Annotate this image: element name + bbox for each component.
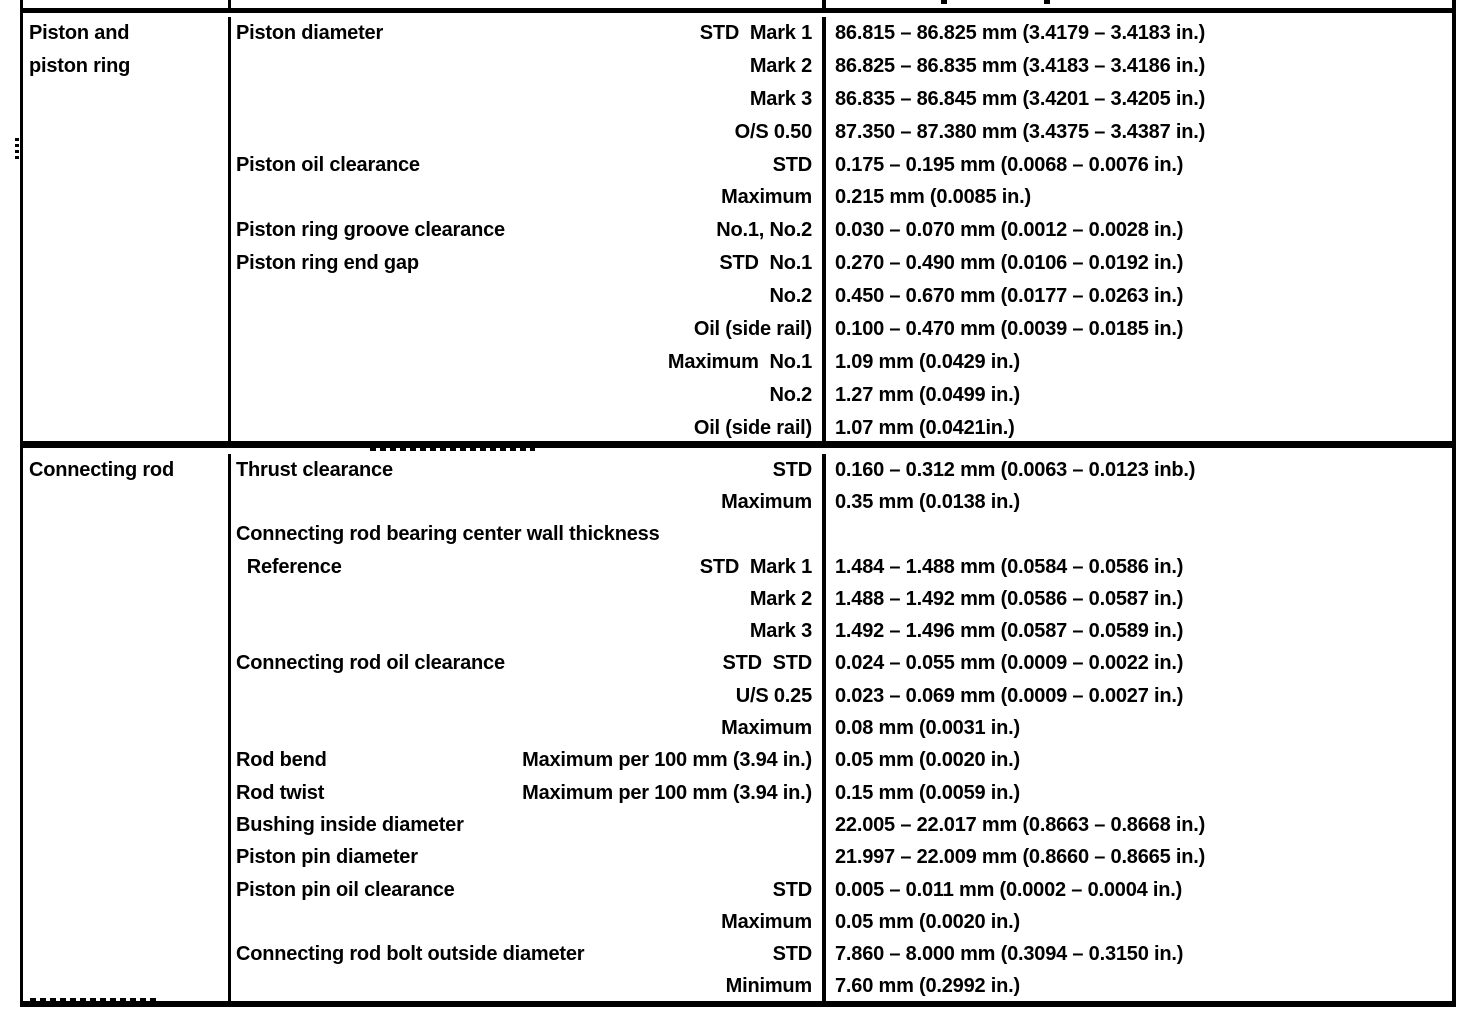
spec-qualifier: U/S 0.25 (735, 684, 812, 707)
cut-off-row-divider-stub (228, 0, 231, 8)
spec-item-cell (228, 680, 822, 712)
spec-qualifier: STD (772, 458, 812, 481)
spec-value: 1.09 mm (0.0429 in.) (822, 346, 1456, 379)
spec-item-cell (228, 842, 822, 874)
spec-qualifier: STD Mark 1 (699, 555, 812, 578)
spec-value: 0.175 – 0.195 mm (0.0068 – 0.0076 in.) (822, 149, 1456, 182)
spec-item-label: Rod twist (236, 781, 325, 804)
spec-item-label: Piston ring end gap (236, 252, 419, 275)
spec-item-cell (228, 615, 822, 647)
spec-value: 0.08 mm (0.0031 in.) (822, 712, 1456, 744)
spec-item-cell (228, 745, 822, 777)
spec-qualifier: Maximum (721, 490, 812, 513)
spec-qualifier: Maximum (721, 910, 812, 933)
spec-value: 0.35 mm (0.0138 in.) (822, 486, 1456, 518)
spec-qualifier: No.1, No.2 (716, 219, 812, 242)
spec-value: 21.997 – 22.009 mm (0.8660 – 0.8665 in.) (822, 842, 1456, 874)
spec-item-label: Bushing inside diameter (236, 813, 464, 836)
spec-item-label: Piston ring groove clearance (236, 219, 505, 242)
component-name-line: Piston and (29, 22, 130, 44)
spec-item-cell (228, 83, 822, 116)
spec-item-cell (228, 50, 822, 83)
spec-value: 0.450 – 0.670 mm (0.0177 – 0.0263 in.) (822, 280, 1456, 313)
spec-qualifier: Oil (side rail) (693, 416, 812, 439)
spec-qualifier: O/S 0.50 (734, 120, 812, 143)
spec-item-cell (228, 971, 822, 1003)
spec-item-cell (228, 17, 822, 50)
spec-value: 1.492 – 1.496 mm (0.0587 – 0.0589 in.) (822, 615, 1456, 647)
spec-item-cell (228, 551, 822, 583)
spec-qualifier: STD (772, 153, 812, 176)
spec-qualifier: STD (772, 878, 812, 901)
spec-qualifier: Maximum per 100 mm (3.94 in.) (522, 781, 812, 804)
spec-qualifier: Mark 3 (749, 620, 812, 643)
spec-qualifier: Maximum (721, 717, 812, 740)
section-piston-and-piston-ring (20, 13, 1456, 445)
spec-qualifier: Mark 2 (749, 587, 812, 610)
spec-qualifier: STD STD (722, 652, 812, 675)
scan-artifact (1044, 0, 1050, 4)
spec-value: 86.835 – 86.845 mm (3.4201 – 3.4205 in.) (822, 83, 1456, 116)
spec-item-cell (228, 412, 822, 445)
spec-qualifier: STD Mark 1 (699, 21, 812, 44)
spec-qualifier: STD (772, 943, 812, 966)
spec-value: 0.15 mm (0.0059 in.) (822, 777, 1456, 809)
spec-item-cell (228, 181, 822, 214)
spec-value: 0.023 – 0.069 mm (0.0009 – 0.0027 in.) (822, 680, 1456, 712)
spec-value: 0.005 – 0.011 mm (0.0002 – 0.0004 in.) (822, 874, 1456, 906)
spec-item-cell (228, 712, 822, 744)
spec-value: 0.05 mm (0.0020 in.) (822, 745, 1456, 777)
spec-value (822, 519, 1456, 551)
spec-item-cell (228, 116, 822, 149)
spec-item-cell (228, 149, 822, 182)
spec-qualifier: Mark 3 (749, 87, 812, 110)
spec-item-label: Connecting rod bearing center wall thickness (236, 523, 660, 546)
section-connecting-rod (20, 448, 1456, 1007)
spec-qualifier: STD No.1 (719, 252, 812, 275)
spec-item-cell (228, 379, 822, 412)
spec-item-cell (228, 247, 822, 280)
spec-qualifier: No.2 (769, 285, 812, 308)
spec-value: 0.024 – 0.055 mm (0.0009 – 0.0022 in.) (822, 648, 1456, 680)
spec-item-cell (228, 938, 822, 970)
spec-value: 1.27 mm (0.0499 in.) (822, 379, 1456, 412)
scan-artifact (15, 138, 19, 162)
spec-item-cell (228, 583, 822, 615)
scan-artifact (941, 0, 947, 4)
spec-item-cell (228, 454, 822, 486)
component-name-line: piston ring (29, 54, 131, 77)
component-name-cell (20, 454, 228, 1003)
spec-value: 0.100 – 0.470 mm (0.0039 – 0.0185 in.) (822, 313, 1456, 346)
component-name-line: Connecting rod (29, 459, 174, 481)
spec-qualifier: Mark 2 (749, 54, 812, 77)
spec-item-label: Reference (236, 555, 342, 578)
spec-value: 1.488 – 1.492 mm (0.0586 – 0.0587 in.) (822, 583, 1456, 615)
spec-value: 86.825 – 86.835 mm (3.4183 – 3.4186 in.) (822, 50, 1456, 83)
component-name-cell (20, 17, 228, 445)
spec-item-cell (228, 214, 822, 247)
spec-item-label: Piston pin diameter (236, 846, 418, 869)
cut-off-row-divider-stub (822, 0, 826, 8)
spec-item-cell (228, 519, 822, 551)
spec-value: 7.60 mm (0.2992 in.) (822, 971, 1456, 1003)
spec-item-cell (228, 777, 822, 809)
spec-qualifier: Maximum (721, 186, 812, 209)
spec-value: 86.815 – 86.825 mm (3.4179 – 3.4183 in.) (822, 17, 1456, 50)
spec-item-label: Thrust clearance (236, 458, 393, 481)
spec-value: 0.160 – 0.312 mm (0.0063 – 0.0123 inb.) (822, 454, 1456, 486)
spec-item-cell (228, 906, 822, 938)
spec-item-cell (228, 486, 822, 518)
spec-qualifier: Minimum (725, 975, 812, 998)
spec-item-label: Connecting rod bolt outside diameter (236, 943, 585, 966)
spec-item-cell (228, 280, 822, 313)
spec-value: 1.07 mm (0.0421in.) (822, 412, 1456, 445)
spec-value: 87.350 – 87.380 mm (3.4375 – 3.4387 in.) (822, 116, 1456, 149)
spec-item-cell (228, 313, 822, 346)
spec-item-cell (228, 809, 822, 841)
spec-item-label: Piston diameter (236, 21, 384, 44)
spec-item-cell (228, 346, 822, 379)
spec-value: 0.030 – 0.070 mm (0.0012 – 0.0028 in.) (822, 214, 1456, 247)
spec-item-cell (228, 648, 822, 680)
spec-qualifier: Maximum No.1 (667, 350, 812, 373)
spec-item-label: Connecting rod oil clearance (236, 652, 505, 675)
spec-value: 22.005 – 22.017 mm (0.8663 – 0.8668 in.) (822, 809, 1456, 841)
spec-value: 0.05 mm (0.0020 in.) (822, 906, 1456, 938)
spec-value: 1.484 – 1.488 mm (0.0584 – 0.0586 in.) (822, 551, 1456, 583)
spec-value: 0.215 mm (0.0085 in.) (822, 181, 1456, 214)
spec-value: 7.860 – 8.000 mm (0.3094 – 0.3150 in.) (822, 938, 1456, 970)
spec-qualifier: Maximum per 100 mm (3.94 in.) (522, 749, 812, 772)
spec-item-cell (228, 874, 822, 906)
spec-item-label: Piston oil clearance (236, 153, 420, 176)
spec-item-label: Piston pin oil clearance (236, 878, 455, 901)
spec-qualifier: Oil (side rail) (693, 317, 812, 340)
spec-item-label: Rod bend (236, 749, 327, 772)
spec-value: 0.270 – 0.490 mm (0.0106 – 0.0192 in.) (822, 247, 1456, 280)
spec-qualifier: No.2 (769, 383, 812, 406)
